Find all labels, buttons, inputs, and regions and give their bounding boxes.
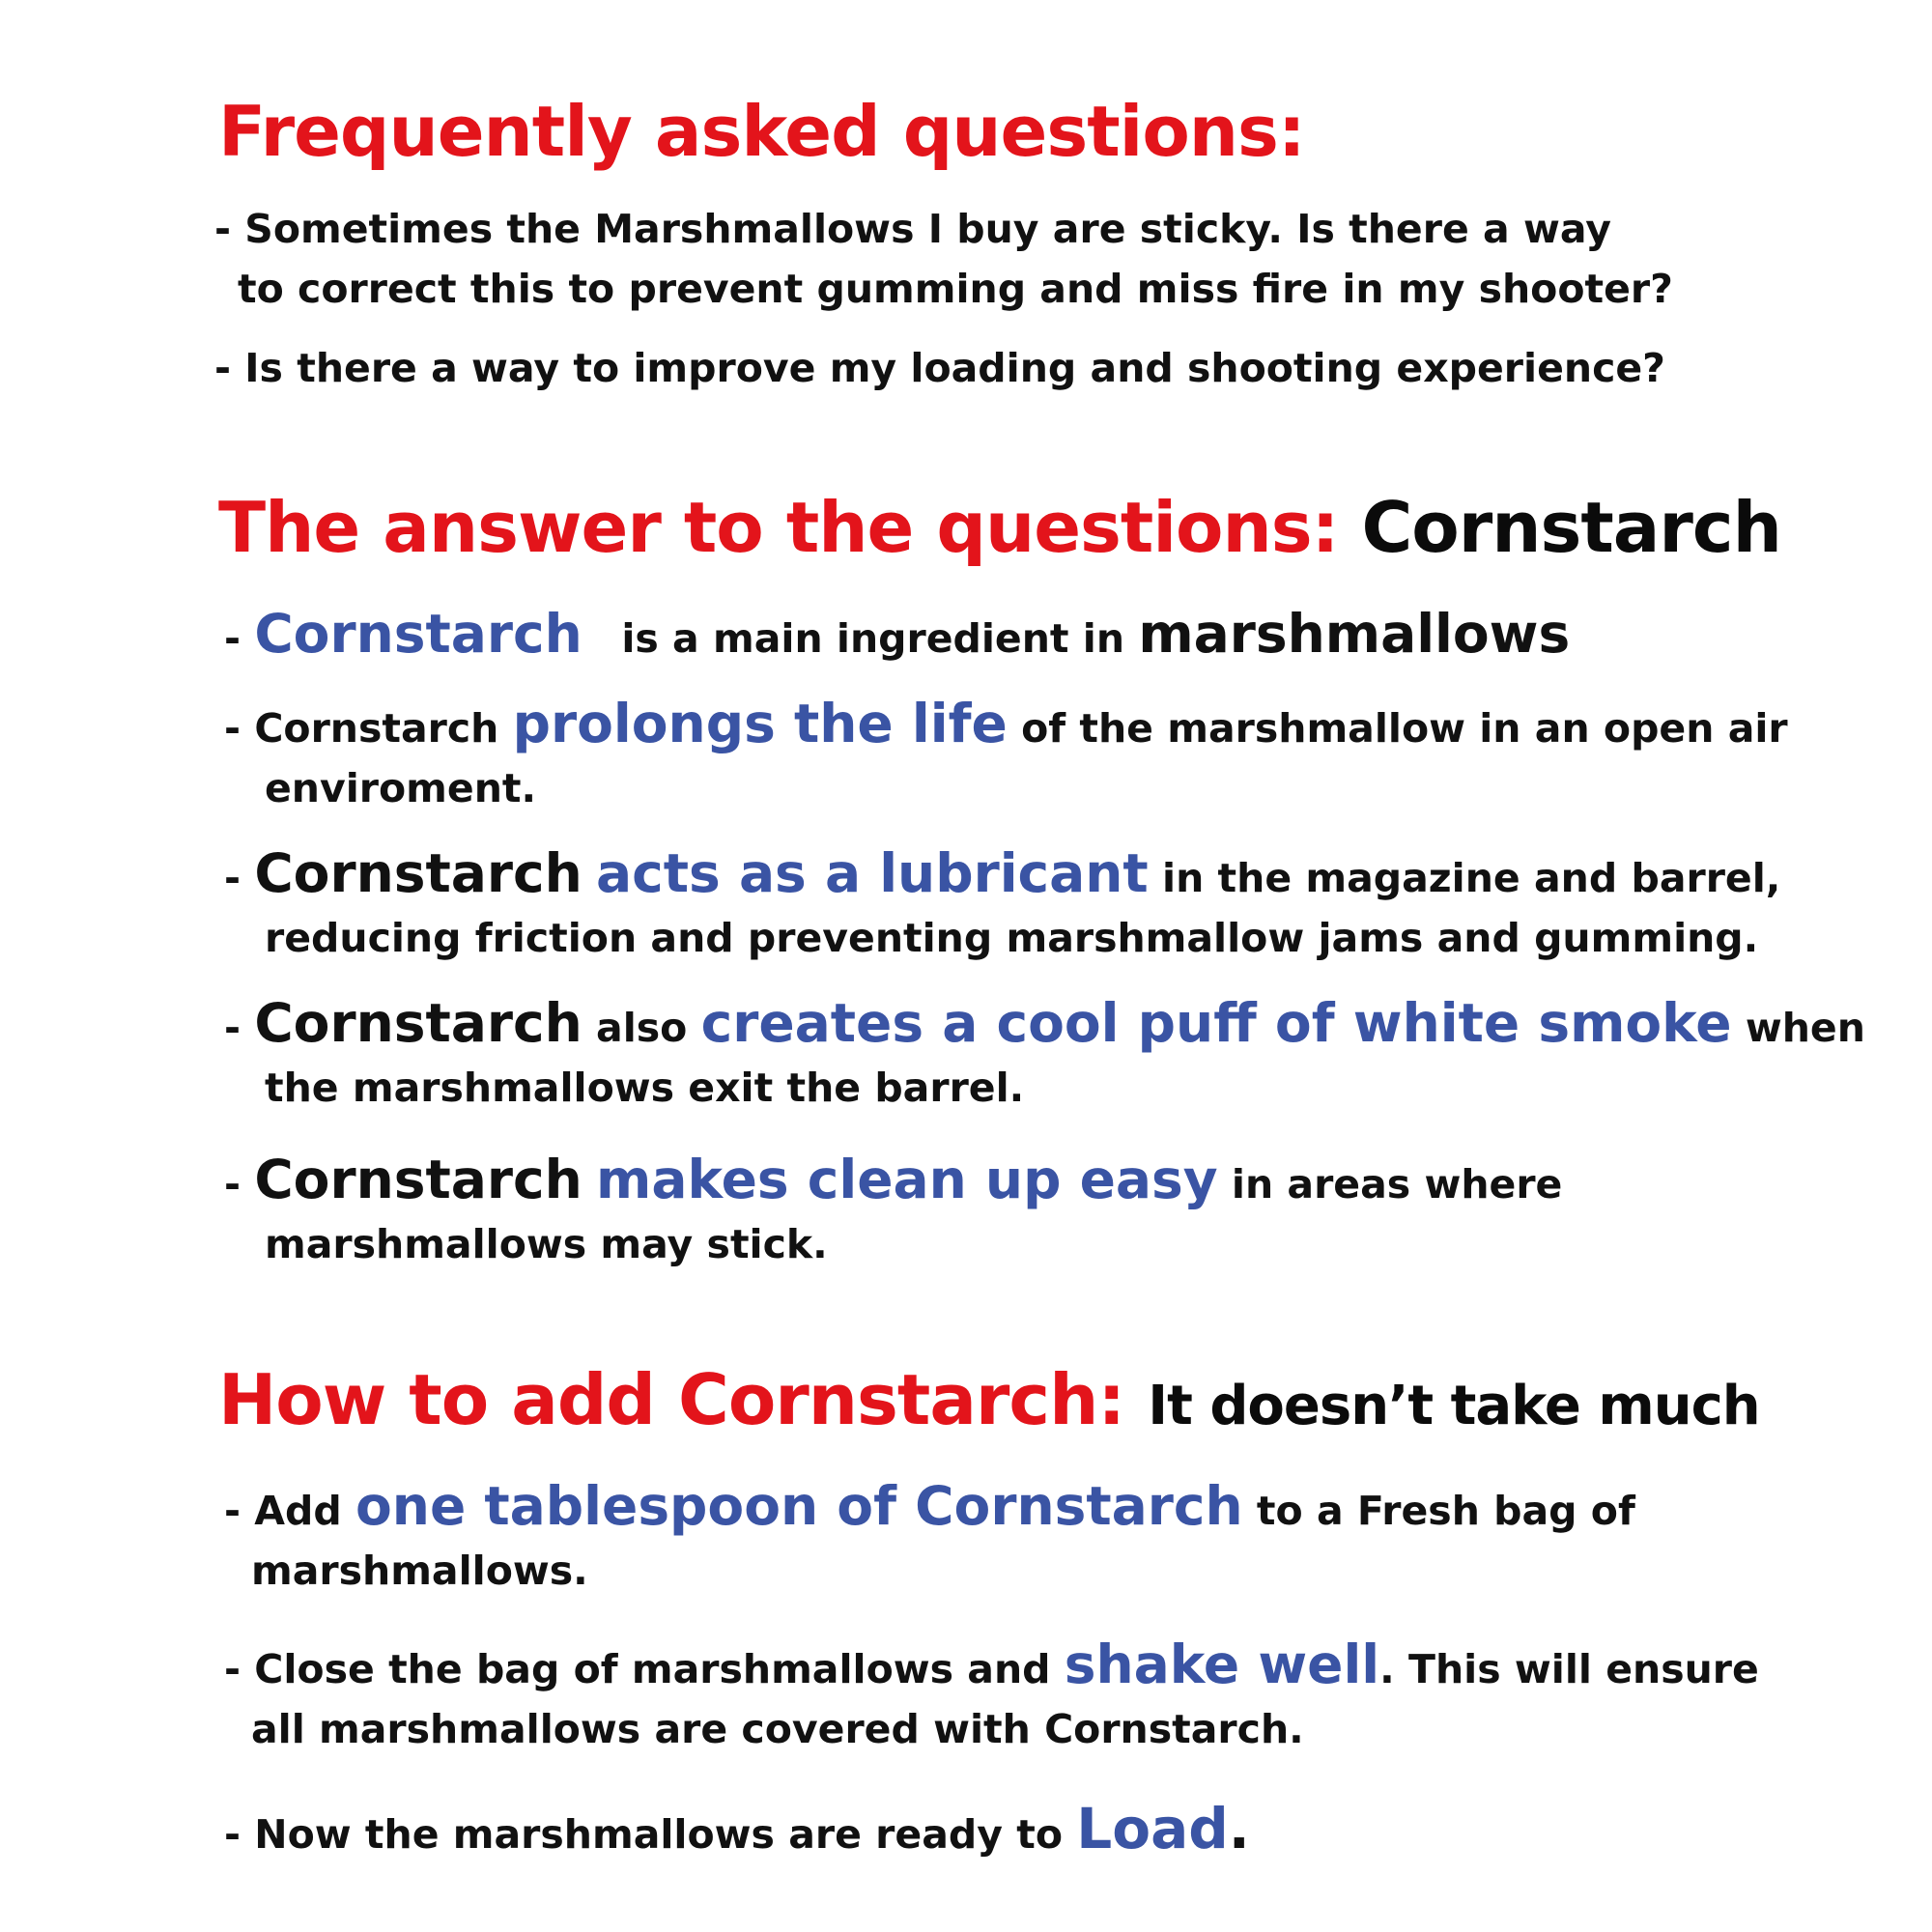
howto-step-2 [224, 1634, 1759, 1759]
howto-step-2-highlight: shake well [1064, 1634, 1380, 1695]
answer-item-5-highlight: makes clean up easy [596, 1149, 1218, 1210]
howto-step-1 [224, 1476, 1635, 1601]
faq-heading: Frequently asked questions: [218, 91, 1305, 172]
answer-item-2-rest: of the marshmallow in an open air [1021, 705, 1788, 752]
answer-item-1 [224, 604, 1570, 668]
answer-heading [218, 487, 1781, 568]
howto-step-1-lead: - Add [224, 1488, 342, 1534]
answer-item-1-highlight: Cornstarch [254, 603, 582, 665]
answer-item-5-continuation: marshmallows may stick. [265, 1221, 828, 1267]
answer-item-2-highlight: prolongs the life [512, 693, 1008, 754]
answer-item-2-lead: Cornstarch [254, 705, 499, 752]
howto-step-3-lead: - Now the marshmallows are ready to [224, 1811, 1063, 1858]
howto-step-1-rest: to a Fresh bag of [1256, 1488, 1635, 1534]
answer-item-1-dash: - [224, 615, 242, 662]
answer-item-5-lead: Cornstarch [254, 1149, 582, 1210]
howto-heading-subtitle: It doesn’t take much [1148, 1375, 1760, 1437]
answer-item-4-rest: when [1745, 1005, 1865, 1051]
howto-step-2-continuation: all marshmallows are covered with Cornstarch. [251, 1706, 1304, 1752]
answer-item-3-lead: Cornstarch [254, 842, 582, 904]
howto-step-1-continuation: marshmallows. [251, 1548, 588, 1594]
answer-item-5 [224, 1150, 1562, 1274]
howto-step-3 [224, 1796, 1250, 1864]
answer-item-4-lead: Cornstarch [254, 992, 582, 1054]
faq-question-2: - Is there a way to improve my loading and shooting experience? [214, 345, 1665, 391]
howto-step-3-rest: . [1228, 1796, 1250, 1861]
answer-item-3-rest: in the magazine and barrel, [1162, 855, 1781, 901]
answer-heading-prefix: The answer to the questions: [218, 487, 1339, 568]
answer-item-5-dash: - [224, 1161, 242, 1208]
answer-item-2-dash: - [224, 705, 242, 752]
answer-item-3 [224, 843, 1780, 968]
answer-item-4-highlight: creates a cool puff of white smoke [700, 992, 1732, 1054]
answer-item-1-middle: is a main ingredient in [621, 615, 1125, 662]
howto-heading-prefix: How to add Cornstarch: [218, 1359, 1125, 1440]
howto-step-3-highlight: Load [1076, 1796, 1229, 1861]
faq-question-1-line-2: to correct this to prevent gumming and miss fire in my shooter? [238, 266, 1673, 312]
answer-item-3-highlight: acts as a lubricant [596, 842, 1149, 904]
answer-heading-keyword: Cornstarch [1361, 487, 1781, 568]
answer-item-2-continuation: enviroment. [265, 765, 537, 811]
howto-step-2-lead: - Close the bag of marshmallows and [224, 1646, 1051, 1692]
answer-item-2 [224, 694, 1788, 818]
howto-step-2-rest: . This will ensure [1379, 1646, 1759, 1692]
answer-item-3-continuation: reducing friction and preventing marshmallow jams and gumming. [265, 915, 1759, 961]
answer-item-4-dash: - [224, 1005, 242, 1051]
faq-question-1 [214, 199, 1673, 319]
answer-item-3-dash: - [224, 855, 242, 901]
answer-item-4-continuation: the marshmallows exit the barrel. [265, 1065, 1025, 1111]
howto-step-1-highlight: one tablespoon of Cornstarch [355, 1475, 1243, 1537]
answer-item-1-end: marshmallows [1138, 603, 1571, 665]
answer-item-5-rest: in areas where [1231, 1161, 1563, 1208]
faq-question-1-line-1: - Sometimes the Marshmallows I buy are sticky. Is there a way [214, 206, 1611, 252]
answer-item-4 [224, 993, 1865, 1118]
answer-item-4-mid: also [596, 1005, 688, 1051]
howto-heading [218, 1359, 1760, 1440]
